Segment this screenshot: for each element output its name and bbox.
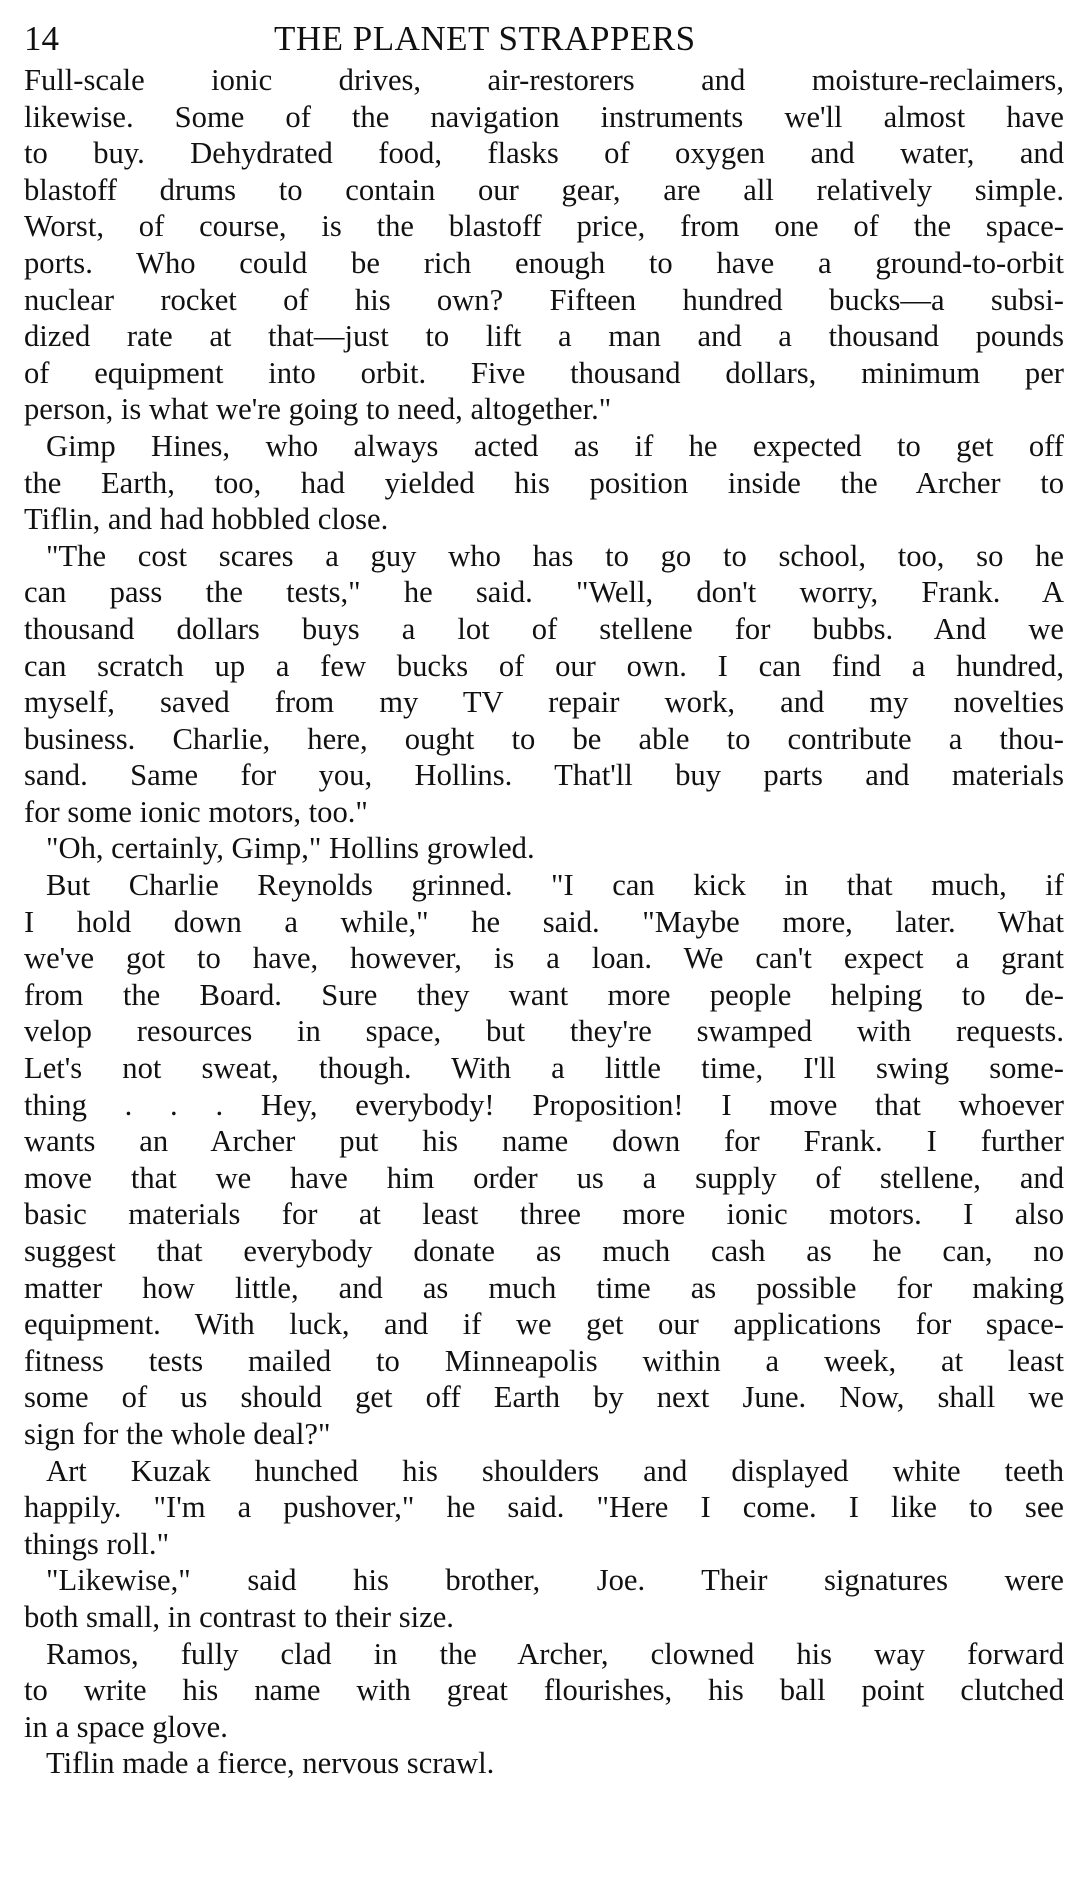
text-line: sign for the whole deal?" (24, 1416, 331, 1451)
text-line: sand. Same for you, Hollins. That'll buy parts and materials (24, 758, 1064, 793)
text-line: thing . . . Hey, everybody! Proposition! I move that whoever (24, 1087, 1064, 1122)
text-line: can pass the tests," he said. "Well, don't worry, Frank. A (24, 575, 1064, 610)
text-line: to write his name with great flourishes, his ball point clutched (24, 1673, 1064, 1708)
paragraph-start: Gimp Hines, who always acted as if he expected to get off (46, 428, 1064, 463)
text-line: suggest that everybody donate as much cash as he can, no (24, 1234, 1064, 1268)
text-line: move that we have him order us a supply of stellene, and (24, 1160, 1064, 1195)
text-line: Worst, of course, is the blastoff price, from one of the space- (24, 209, 1064, 244)
text-line: thousand dollars buys a lot of stellene for bubbs. And we (24, 611, 1064, 646)
text-line: basic materials for at least three more ionic motors. I also (24, 1197, 1064, 1232)
text-line: in a space glove. (24, 1709, 228, 1744)
text-line: nuclear rocket of his own? Fifteen hundred bucks—a subsi- (24, 282, 1064, 317)
text-line: wants an Archer put his name down for Frank. I further (24, 1124, 1064, 1159)
text-line: the Earth, too, had yielded his position inside the Archer to (24, 465, 1064, 500)
text-line: equipment. With luck, and if we get our applications for space- (24, 1307, 1064, 1342)
text-line: myself, saved from my TV repair work, and my novelties (24, 685, 1064, 720)
text-line: blastoff drums to contain our gear, are all relatively simple. (24, 172, 1064, 207)
text-line: likewise. Some of the navigation instruments we'll almost have (24, 99, 1064, 134)
text-line: happily. "I'm a pushover," he said. "Here I come. I like to see (24, 1490, 1064, 1525)
text-line: Tiflin, and had hobbled close. (24, 502, 389, 537)
text-line: velop resources in space, but they're swamped with requests. (24, 1014, 1064, 1049)
text-line: both small, in contrast to their size. (24, 1599, 454, 1634)
text-line: I hold down a while," he said. "Maybe more, later. What (24, 904, 1064, 939)
text-line: from the Board. Sure they want more people helping to de- (24, 977, 1064, 1012)
text-line: matter how little, and as much time as possible for making (24, 1270, 1064, 1305)
paragraph-start: "Oh, certainly, Gimp," Hollins growled. (46, 831, 535, 866)
body-text (24, 62, 1064, 1782)
text-line: of equipment into orbit. Five thousand dollars, minimum per (24, 355, 1064, 390)
text-line: some of us should get off Earth by next June. Now, shall we (24, 1380, 1064, 1415)
text-line: Let's not sweat, though. With a little time, I'll swing some- (24, 1051, 1064, 1086)
paragraph-start: "Likewise," said his brother, Joe. Their signatures were (46, 1563, 1064, 1598)
text-line: business. Charlie, here, ought to be able to contribute a thou- (24, 721, 1064, 756)
text-line: Full-scale ionic drives, air-restorers and moisture-reclaimers, (24, 63, 1064, 97)
text-line: can scratch up a few bucks of our own. I can find a hundred, (24, 648, 1064, 683)
book-page (24, 16, 1064, 1782)
text-line: person, is what we're going to need, altogether." (24, 392, 612, 427)
text-line: fitness tests mailed to Minneapolis within a week, at least (24, 1343, 1064, 1378)
text-line: dized rate at that—just to lift a man and a thousand pounds (24, 319, 1064, 354)
text-line: things roll." (24, 1526, 170, 1561)
paragraph-start: Art Kuzak hunched his shoulders and displayed white teeth (46, 1453, 1064, 1488)
book-title: THE PLANET STRAPPERS (274, 19, 696, 58)
paragraph-start: Tiflin made a fierce, nervous scrawl. (46, 1746, 495, 1781)
text-line: for some ionic motors, too." (24, 794, 368, 829)
paragraph-start: Ramos, fully clad in the Archer, clowned his way forward (46, 1636, 1064, 1671)
text-line: we've got to have, however, is a loan. We can't expect a grant (24, 941, 1064, 976)
paragraph-start: "The cost scares a guy who has to go to school, too, so he (46, 538, 1064, 573)
paragraph-start: But Charlie Reynolds grinned. "I can kick in that much, if (46, 868, 1064, 903)
text-line: to buy. Dehydrated food, flasks of oxygen and water, and (24, 136, 1064, 171)
page-number: 14 (24, 19, 59, 58)
running-head (24, 16, 1064, 62)
text-line: ports. Who could be rich enough to have a ground-to-orbit (24, 245, 1064, 280)
